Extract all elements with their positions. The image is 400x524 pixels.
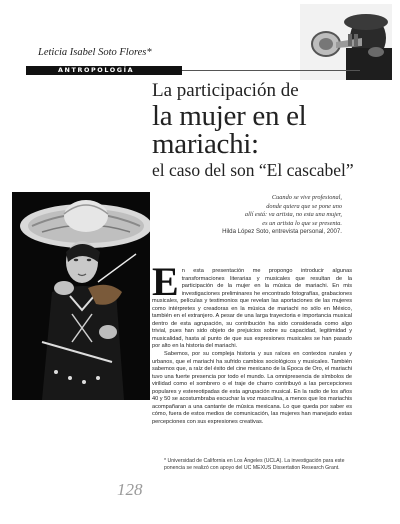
epigraph-line: es un artista lo que se presenta. <box>262 219 342 227</box>
paragraph: Sabemos, por su compleja historia y sus raíces en contextos rurales y urbanos, que el mariachi ha sufrido cambios sociológicos y musicales. También sabemos que, a raíz del éxito del cine mexicano de la Época de Oro, el mariachi tuvo una fuerte presencia por todo el mundo. La omnipresencia de símbolos de virilidad como el sombrero o el traje de charro contribuyó a las percepciones populares y estereotipadas de esta agrupación musical. En la radio de los años 40 y 50 se acostumbraba escuchar la voz masculina, a menos que los mariachis acompañaran a una cantante de música mexicana. Lo que queda por saber es cómo, fuera de estos medios de comunicación, las mujeres han manejado estas percepciones con sus expresiones creativas. <box>152 351 352 425</box>
section-label: ANTROPOLOGÍA <box>58 66 135 74</box>
article-title <box>152 80 400 181</box>
epigraph <box>222 194 342 237</box>
epigraph-line: allí está: va artista, no esta una mujer, <box>244 211 342 219</box>
header-rule <box>182 70 360 71</box>
author-name: Leticia Isabel Soto Flores* <box>38 47 152 58</box>
trumpet-player-photo <box>300 4 392 80</box>
footnote: * Universidad de California en Los Ángeles (UCLA). La investigación para este ponencia se realizó con apoyo del UC MEXUS Dissertation Research Grant. <box>164 458 345 471</box>
page-number: 128 <box>117 480 143 499</box>
title-line-3: el caso del son “El cascabel” <box>152 160 354 180</box>
article-body <box>152 259 352 426</box>
paragraph <box>152 259 352 351</box>
epigraph-line: Cuando se vive profesional, <box>271 194 342 201</box>
epigraph-line: donde quiera que se pone uno <box>266 202 342 210</box>
epigraph-attribution: Hilda López Soto, entrevista personal, 2007. <box>222 228 342 236</box>
title-line-2: la mujer en el mariachi: <box>152 100 307 160</box>
paragraph-text: n esta presentación me propongo introducir algunas transformaciones literarias y musicales que resultan de la participación de la mujer en la música de mariachi. En mis investigaciones preliminares he encontrado fotografías, grabaciones musicales, películas y testimonios que revelan las aportaciones de las mujeres como intérpretes y creadoras en la música de mariachi no sólo en México, también en el extranjero. A pesar de una larga trayectoria e importancia musical dentro de esta agrupación, su contribución ha sido considerada como algo trivial, pues han sido objeto de prejuicios sobre su capacidad, legitimidad y musicalidad, hasta al punto de que sus expresiones musicales se han pasado por alto en la historia del mariachi. <box>152 268 352 350</box>
drop-cap: E <box>152 259 179 304</box>
title-line-1: La participación de <box>152 80 299 101</box>
mariachi-violinist-photo <box>12 192 150 400</box>
